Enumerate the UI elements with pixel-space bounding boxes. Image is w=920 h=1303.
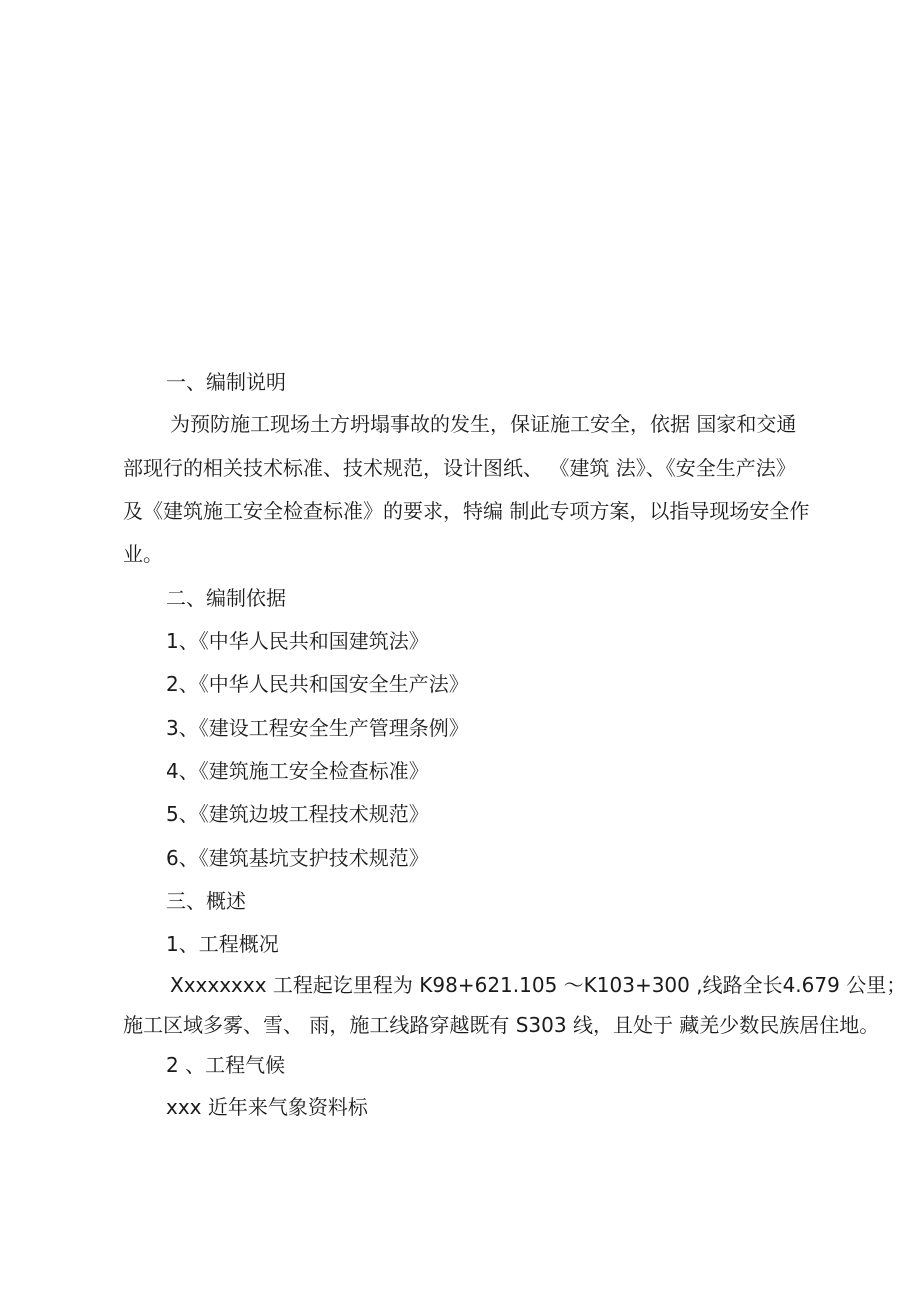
section-heading-compilation-notes: 一、编制说明 [166, 370, 286, 394]
list-item: 1、《中华人民共和国建筑法》 [166, 629, 429, 653]
paragraph-line: 施工区域多雾、雪、 雨，施工线路穿越既有 S303 线，且处于 藏羌少数民族居住地。 [123, 1013, 880, 1037]
list-item: 4、《建筑施工安全检查标准》 [166, 759, 429, 783]
list-item: 3、《建设工程安全生产管理条例》 [166, 716, 469, 740]
paragraph-line: 为预防施工现场土方坍塌事故的发生，保证施工安全，依据 国家和交通 [170, 412, 797, 436]
list-item: 5、《建筑边坡工程技术规范》 [166, 802, 429, 826]
list-item: 6、《建筑基坑支护技术规范》 [166, 846, 429, 870]
paragraph-line: 部现行的相关技术标准、技术规范，设计图纸、 《建筑 法》、《安全生产法》 [123, 456, 796, 480]
subsection-heading-climate: 2 、工程气候 [166, 1053, 286, 1077]
section-heading-overview: 三、概述 [166, 889, 246, 913]
section-heading-compilation-basis: 二、编制依据 [166, 586, 286, 610]
paragraph-line: 及《建筑施工安全检查标准》的要求，特编 制此专项方案，以指导现场安全作 [123, 499, 810, 523]
paragraph-line: xxx 近年来气象资料标 [166, 1095, 368, 1119]
paragraph-line: 业。 [123, 542, 163, 566]
paragraph-line: Xxxxxxxx 工程起讫里程为 K98+621.105 ～K103+300 ,线路全长4.679 公里； [170, 973, 907, 997]
subsection-heading-project-overview: 1、工程概况 [166, 932, 279, 956]
list-item: 2、《中华人民共和国安全生产法》 [166, 672, 469, 696]
